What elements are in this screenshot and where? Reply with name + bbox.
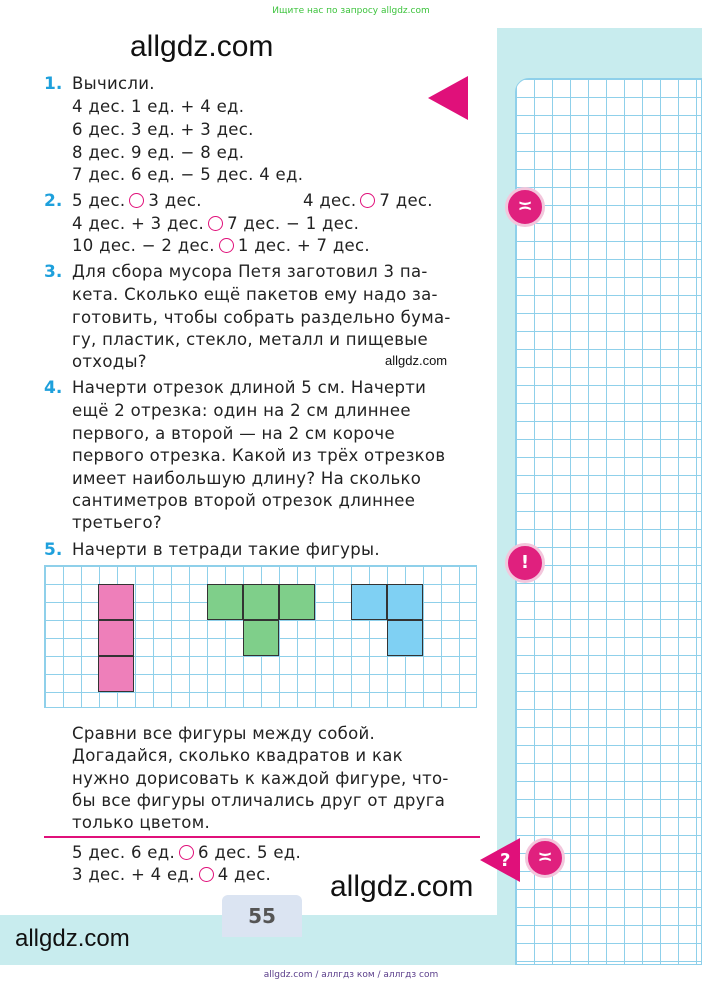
task-text: Начерти отрезок длиной 5 см. Начерти [72, 378, 427, 397]
green-square [279, 584, 315, 620]
green-square [207, 584, 243, 620]
sad-face-icon: ≍ [505, 187, 545, 227]
compare-circle[interactable] [199, 867, 214, 882]
expression: 7 дес. 6 ед. − 5 дес. 4 ед. [72, 165, 304, 184]
task-text: кета. Сколько ещё пакетов ему надо за- [72, 285, 438, 304]
compare-circle[interactable] [360, 193, 375, 208]
pink-square [98, 620, 134, 656]
text: 7 дес. [379, 191, 433, 210]
watermark: allgdz.com [385, 353, 448, 368]
task-text: сантиметров второй отрезок длиннее [72, 491, 416, 510]
task-text: готовить, чтобы собрать раздельно бума- [72, 308, 451, 327]
blue-square [387, 620, 423, 656]
task-text: ещё 2 отрезка: один на 2 см длиннее [72, 401, 411, 420]
task-text: бы все фигуры отличались друг от друга [72, 791, 446, 810]
watermark: allgdz.com [330, 870, 474, 903]
text: 5 дес. 6 ед. [72, 843, 176, 862]
compare-circle[interactable] [179, 845, 194, 860]
text: 1 дес. + 7 дес. [237, 236, 370, 255]
comparison [72, 865, 271, 884]
compare-circle[interactable] [219, 238, 234, 253]
green-square [243, 620, 279, 656]
footer: allgdz.com / аллгдз ком / аллгдз com [263, 970, 439, 980]
task-text: Сравни все фигуры между собой. [72, 724, 376, 743]
comparison [303, 191, 433, 210]
exclamation-icon: ! [505, 543, 545, 583]
task-number: 5. [44, 540, 63, 560]
task-number: 2. [44, 191, 63, 211]
task-text: Вычисли. [72, 74, 155, 93]
expression: 6 дес. 3 ед. + 3 дес. [72, 120, 254, 139]
comparison [72, 191, 202, 210]
compare-circle[interactable] [129, 193, 144, 208]
svg-text:?: ? [500, 850, 511, 871]
task-text: отходы? [72, 352, 147, 371]
top-banner: Ищите нас по запросу allgdz.com [272, 6, 430, 16]
watermark: allgdz.com [15, 925, 130, 952]
text: 7 дес. − 1 дес. [227, 214, 360, 233]
task-text: первого, а второй — на 2 см короче [72, 424, 395, 443]
comparison [72, 843, 301, 862]
task-number: 1. [44, 74, 63, 94]
task-text: первого отрезка. Какой из трёх отрезков [72, 446, 446, 465]
text: 4 дес. [303, 191, 357, 210]
task-text: гу, пластик, стекло, металл и пищевые [72, 330, 428, 349]
figures-grid [44, 565, 477, 708]
green-square [243, 584, 279, 620]
task-number: 4. [44, 378, 63, 398]
comparison [72, 214, 359, 233]
divider [44, 836, 480, 838]
text: 4 дес. [217, 865, 272, 884]
expression: 8 дес. 9 ед. − 8 ед. [72, 143, 245, 162]
text: 6 дес. 5 ед. [198, 843, 302, 862]
text: 10 дес. − 2 дес. [72, 236, 215, 255]
task-text: Для сбора мусора Петя заготовил 3 па- [72, 262, 428, 281]
watermark: allgdz.com [130, 30, 274, 63]
text: 3 дес. + 4 ед. [72, 865, 195, 884]
pink-square [98, 584, 134, 620]
text: 5 дес. [72, 191, 126, 210]
task-text: третьего? [72, 513, 162, 532]
comparison [72, 236, 370, 255]
task-text: только цветом. [72, 813, 210, 832]
task-text: имеет наибольшую длину? На сколько [72, 469, 422, 488]
task-text: Догадайся, сколько квадратов и как [72, 746, 403, 765]
blue-square [387, 584, 423, 620]
text: 3 дес. [148, 191, 202, 210]
pink-square [98, 656, 134, 692]
task-text: Начерти в тетради такие фигуры. [72, 540, 380, 559]
question-marker-icon [480, 838, 520, 882]
task-number: 3. [44, 262, 63, 282]
blue-square [351, 584, 387, 620]
task-text: нужно дорисовать к каждой фигуре, что- [72, 769, 449, 788]
sad-face-icon: ≍ [525, 838, 565, 878]
page-number: 55 [222, 895, 302, 937]
compare-circle[interactable] [208, 216, 223, 231]
expression: 4 дес. 1 ед. + 4 ед. [72, 97, 245, 116]
triangle-marker-icon [428, 76, 468, 120]
text: 4 дес. + 3 дес. [72, 214, 205, 233]
